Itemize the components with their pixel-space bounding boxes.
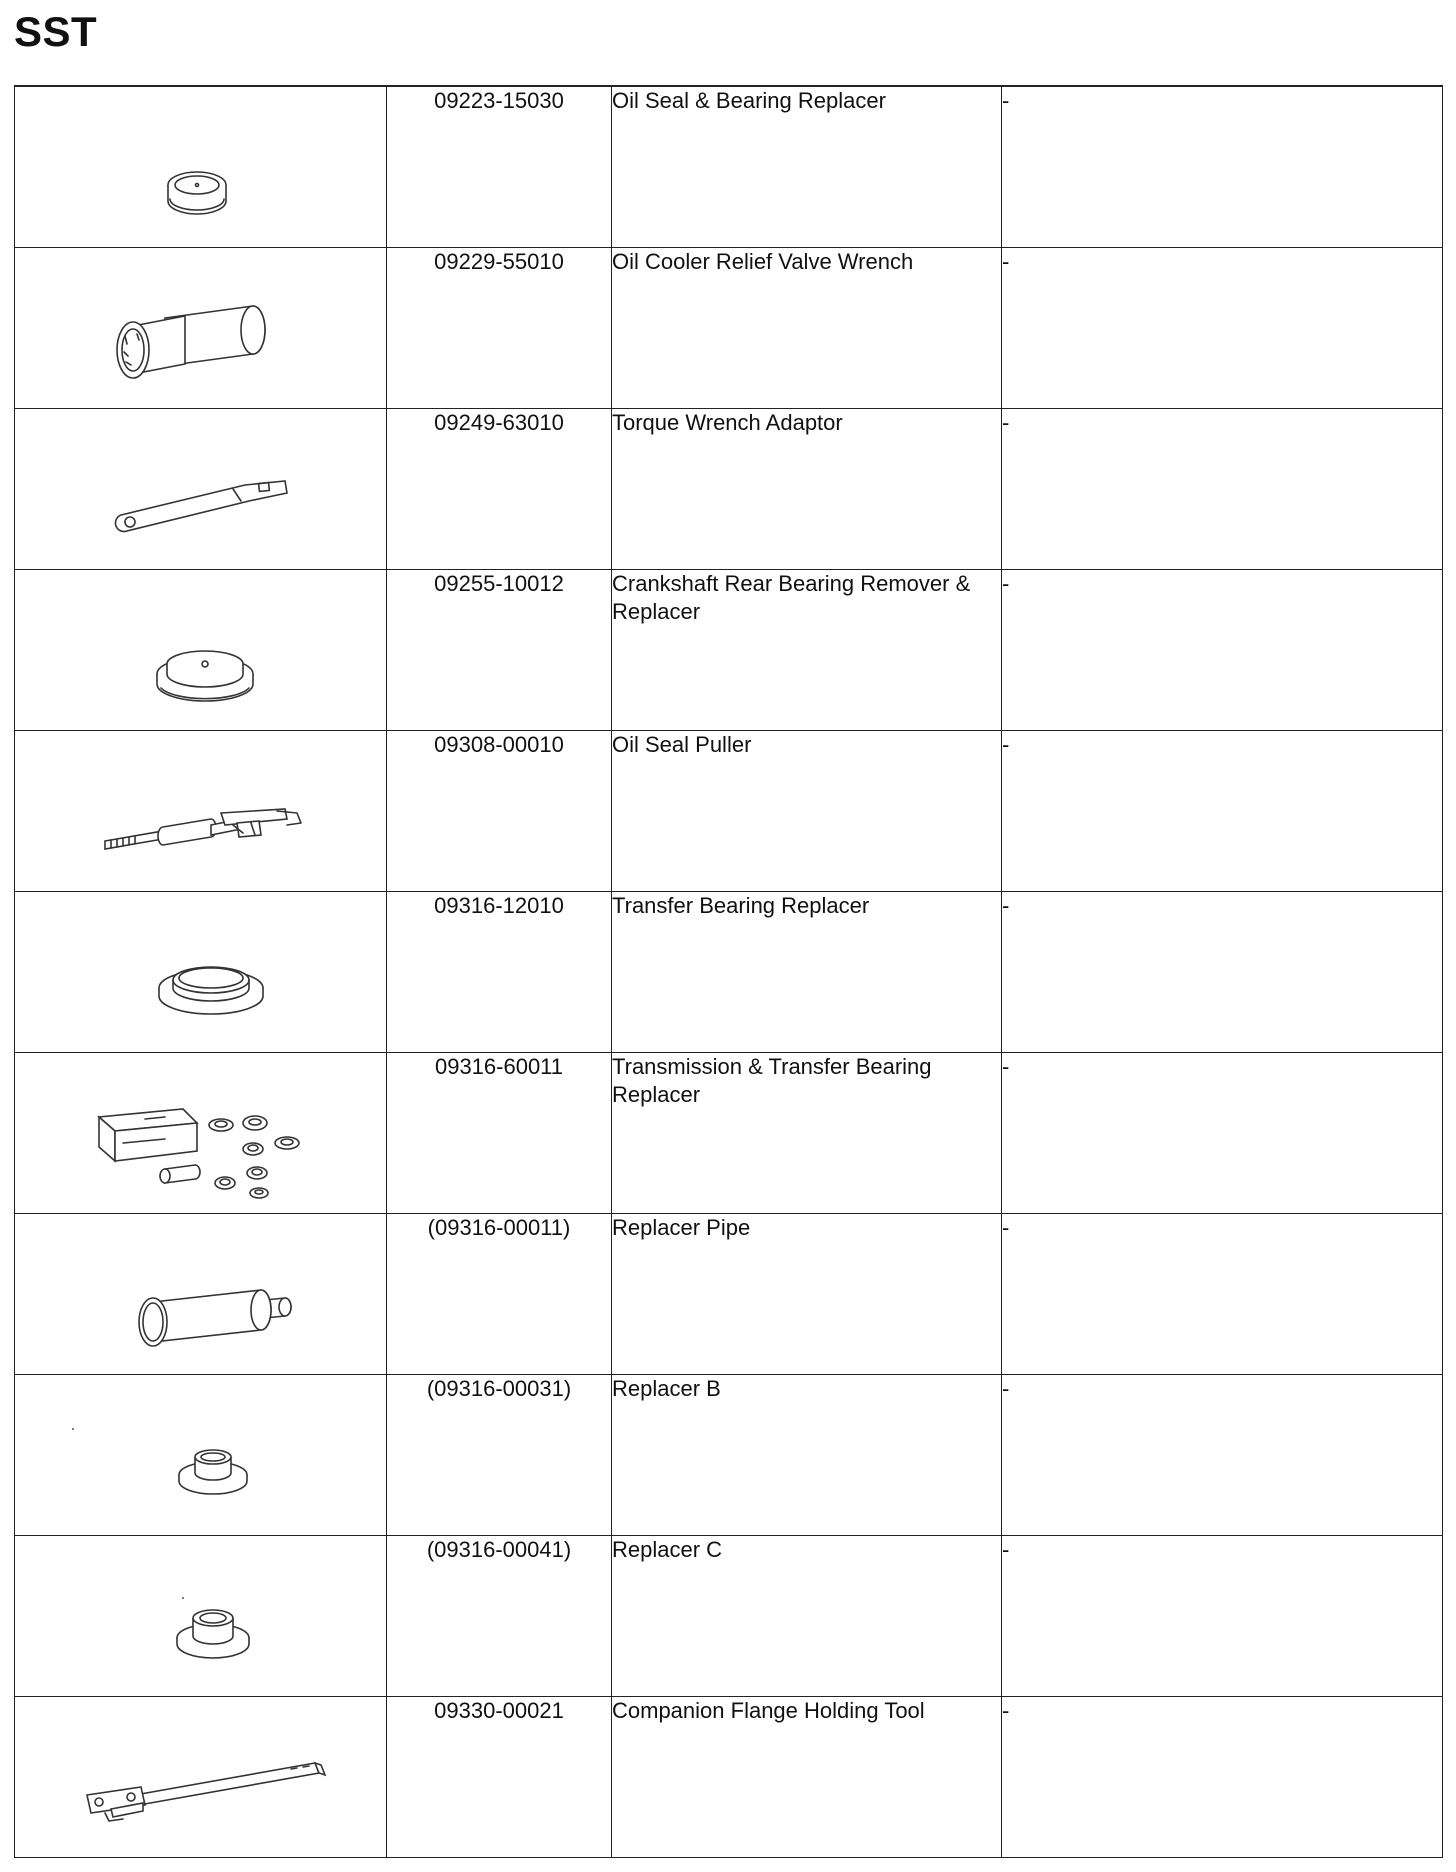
- tool-image-cell: [15, 570, 387, 731]
- replacer-pipe-icon: [15, 1214, 387, 1376]
- tool-image-cell: [15, 86, 387, 248]
- socket-wrench-icon: [15, 248, 387, 410]
- tool-image-cell: [15, 1697, 387, 1858]
- tool-note: -: [1002, 731, 1443, 892]
- table-row: [15, 570, 1443, 731]
- part-number: (09316-00041): [387, 1536, 612, 1697]
- tool-note: -: [1002, 86, 1443, 248]
- tool-image-cell: [15, 1536, 387, 1697]
- tool-note: -: [1002, 1697, 1443, 1858]
- page-title: SST: [14, 8, 98, 55]
- tool-image-cell: [15, 1053, 387, 1214]
- tool-note: -: [1002, 1214, 1443, 1375]
- tool-name: Replacer B: [612, 1375, 1002, 1536]
- tool-note: -: [1002, 248, 1443, 409]
- tool-name: Replacer C: [612, 1536, 1002, 1697]
- tool-image-cell: [15, 731, 387, 892]
- part-number: 09330-00021: [387, 1697, 612, 1858]
- tool-note: -: [1002, 1053, 1443, 1214]
- tool-note: -: [1002, 1375, 1443, 1536]
- tool-image-cell: [15, 1214, 387, 1375]
- tool-note: -: [1002, 892, 1443, 1053]
- table-row: [15, 86, 1443, 248]
- part-number: 09308-00010: [387, 731, 612, 892]
- table-row: [15, 1536, 1443, 1697]
- tool-image-cell: [15, 1375, 387, 1536]
- tool-name: Companion Flange Holding Tool: [612, 1697, 1002, 1858]
- tool-name: Torque Wrench Adaptor: [612, 409, 1002, 570]
- tool-note: -: [1002, 1536, 1443, 1697]
- part-number: 09255-10012: [387, 570, 612, 731]
- tool-name: Oil Seal Puller: [612, 731, 1002, 892]
- part-number: 09249-63010: [387, 409, 612, 570]
- ring-replacer-icon: [15, 892, 387, 1054]
- slide-hammer-puller-icon: [15, 731, 387, 893]
- table-row: [15, 731, 1443, 892]
- bearing-replacer-set-icon: [15, 1053, 387, 1215]
- tool-note: -: [1002, 570, 1443, 731]
- tool-name: Oil Seal & Bearing Replacer: [612, 86, 1002, 248]
- torque-adaptor-bar-icon: [15, 409, 387, 571]
- part-number: 09316-60011: [387, 1053, 612, 1214]
- stepped-bushing-icon: [15, 1536, 387, 1698]
- stepped-bushing-icon: [15, 1375, 387, 1537]
- sst-table: [14, 85, 1443, 1858]
- part-number: 09223-15030: [387, 86, 612, 248]
- part-number: 09316-12010: [387, 892, 612, 1053]
- tool-image-cell: [15, 248, 387, 409]
- flange-holding-bar-icon: [15, 1697, 387, 1859]
- tool-name: Transmission & Transfer Bearing Replacer: [612, 1053, 1002, 1214]
- flanged-disc-icon: [15, 570, 387, 732]
- tool-name: Crankshaft Rear Bearing Remover & Replacer: [612, 570, 1002, 731]
- table-row: [15, 409, 1443, 570]
- table-row: [15, 1214, 1443, 1375]
- table-row: [15, 1375, 1443, 1536]
- part-number: (09316-00031): [387, 1375, 612, 1536]
- tool-name: Replacer Pipe: [612, 1214, 1002, 1375]
- table-row: [15, 1053, 1443, 1214]
- table-row: [15, 892, 1443, 1053]
- part-number: (09316-00011): [387, 1214, 612, 1375]
- tool-image-cell: [15, 892, 387, 1053]
- tool-name: Oil Cooler Relief Valve Wrench: [612, 248, 1002, 409]
- tool-name: Transfer Bearing Replacer: [612, 892, 1002, 1053]
- table-row: [15, 248, 1443, 409]
- tool-image-cell: [15, 409, 387, 570]
- table-row: [15, 1697, 1443, 1858]
- part-number: 09229-55010: [387, 248, 612, 409]
- tool-note: -: [1002, 409, 1443, 570]
- seal-replacer-cup-icon: [15, 87, 387, 249]
